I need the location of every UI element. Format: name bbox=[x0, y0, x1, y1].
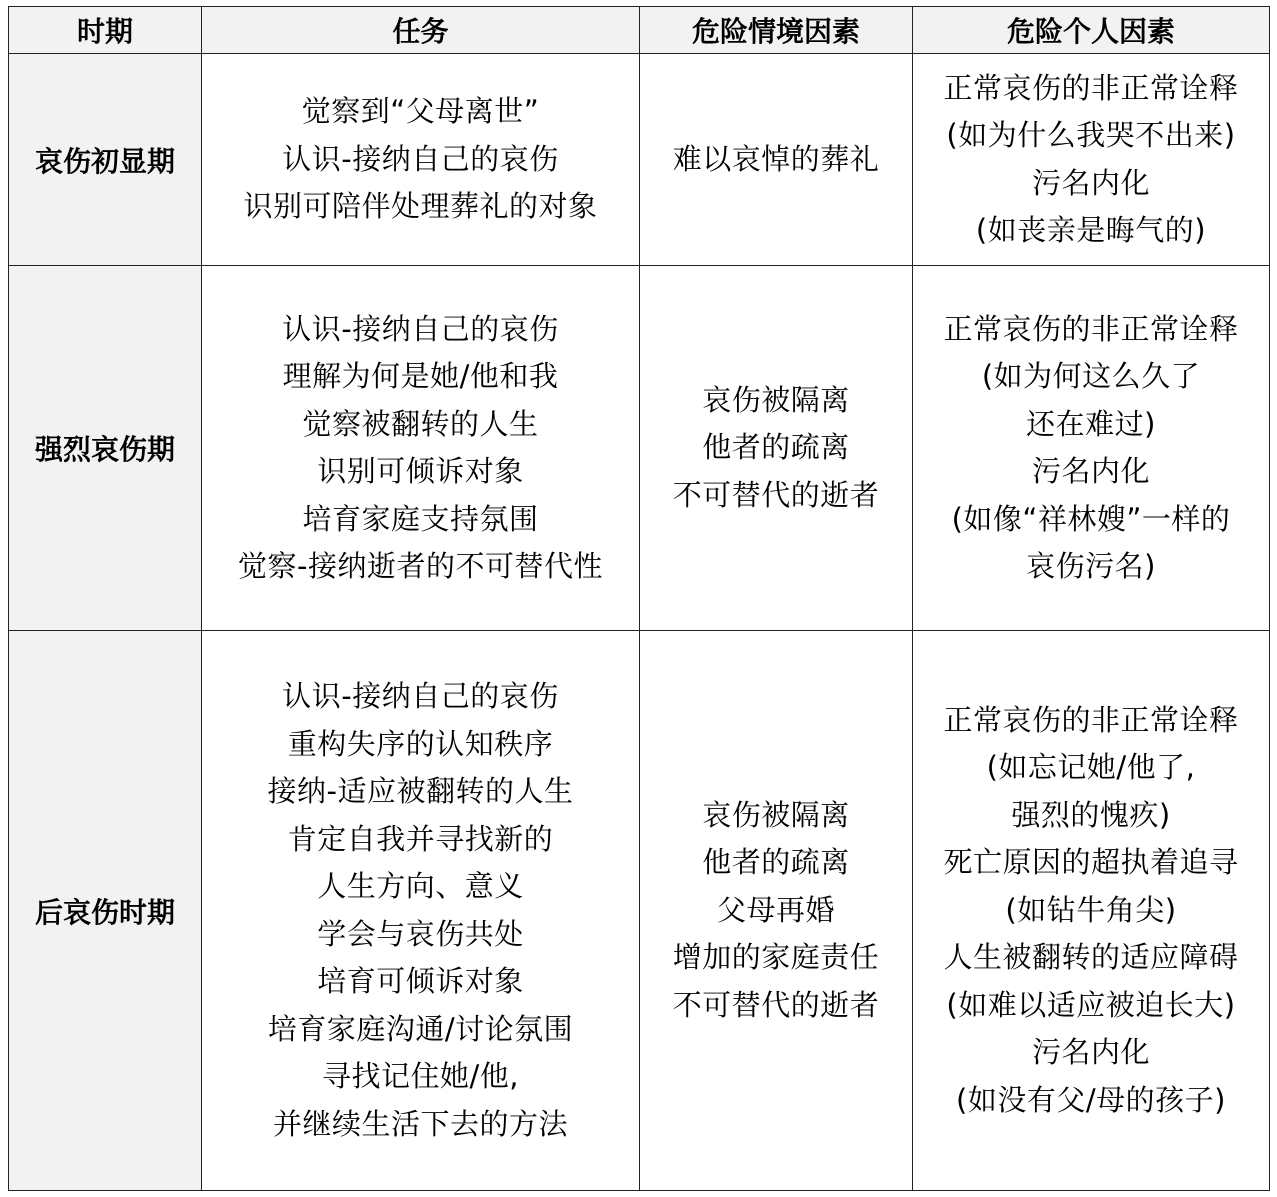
personal-risk-cell-lines bbox=[913, 697, 1269, 1125]
situational-risk-line: 哀伤被隔离 bbox=[702, 382, 850, 417]
situational-risk-cell-lines bbox=[640, 377, 912, 520]
personal-risk-line: 污名内化 bbox=[1031, 1035, 1150, 1070]
personal-risk-cell bbox=[913, 54, 1270, 266]
task-line: 学会与哀伤共处 bbox=[317, 916, 524, 951]
situational-risk-line: 不可替代的逝者 bbox=[672, 987, 880, 1022]
situational-risk-line: 哀伤被隔离 bbox=[702, 797, 850, 832]
header-situational-risk: 危险情境因素 bbox=[640, 7, 913, 54]
personal-risk-line: 死亡原因的超执着追寻 bbox=[943, 845, 1239, 880]
task-line: 觉察-接纳逝者的不可替代性 bbox=[238, 549, 603, 583]
situational-risk-cell bbox=[640, 54, 913, 266]
personal-risk-line: (如没有父/母的孩子) bbox=[956, 1082, 1226, 1117]
task-line: 寻找记住她/他, bbox=[322, 1059, 519, 1093]
task-line: 重构失序的认知秩序 bbox=[287, 726, 554, 761]
situational-risk-line: 他者的疏离 bbox=[702, 430, 850, 465]
situational-risk-cell-lines bbox=[640, 136, 912, 184]
table-row bbox=[9, 54, 1270, 266]
personal-risk-cell-lines bbox=[913, 306, 1269, 591]
situational-risk-line: 父母再婚 bbox=[716, 892, 835, 927]
task-line: 觉察被翻转的人生 bbox=[302, 406, 539, 441]
personal-risk-line: 正常哀伤的非正常诠释 bbox=[943, 702, 1239, 737]
personal-risk-line: 哀伤污名) bbox=[1026, 549, 1156, 583]
task-line: 认识-接纳自己的哀伤 bbox=[282, 679, 559, 713]
situational-risk-cell-lines bbox=[640, 792, 912, 1030]
task-line: 识别可倾诉对象 bbox=[317, 454, 524, 488]
personal-risk-line: (如钻牛角尖) bbox=[1005, 892, 1177, 927]
task-line: 人生方向、意义 bbox=[317, 869, 524, 903]
situational-risk-line: 他者的疏离 bbox=[702, 845, 850, 880]
situational-risk-line: 难以哀悼的葬礼 bbox=[672, 141, 880, 176]
situational-risk-cell bbox=[640, 631, 913, 1191]
tasks-cell-lines bbox=[202, 88, 639, 231]
task-line: 觉察到“父母离世” bbox=[301, 94, 540, 129]
task-line: 并继续生活下去的方法 bbox=[272, 1106, 568, 1141]
task-line: 识别可陪伴处理葬礼的对象 bbox=[243, 189, 598, 224]
situational-risk-line: 增加的家庭责任 bbox=[672, 940, 880, 975]
header-tasks: 任务 bbox=[202, 7, 640, 54]
situational-risk-line: 不可替代的逝者 bbox=[672, 477, 880, 512]
header-period: 时期 bbox=[9, 7, 202, 54]
header-personal-risk: 危险个人因素 bbox=[913, 7, 1270, 54]
personal-risk-line: 污名内化 bbox=[1031, 454, 1150, 488]
situational-risk-cell bbox=[640, 266, 913, 631]
task-line: 培育家庭支持氛围 bbox=[302, 501, 539, 536]
table-row bbox=[9, 631, 1270, 1191]
task-line: 培育家庭沟通/讨论氛围 bbox=[267, 1011, 574, 1046]
header-row bbox=[9, 7, 1270, 54]
personal-risk-line: (如难以适应被迫长大) bbox=[946, 987, 1236, 1022]
personal-risk-line: (如为什么我哭不出来) bbox=[946, 118, 1236, 152]
task-line: 培育可倾诉对象 bbox=[317, 964, 524, 998]
table-body bbox=[9, 54, 1270, 1191]
tasks-cell bbox=[202, 54, 640, 266]
personal-risk-line: 还在难过) bbox=[1026, 406, 1156, 441]
task-line: 认识-接纳自己的哀伤 bbox=[282, 311, 559, 346]
personal-risk-line: 污名内化 bbox=[1031, 165, 1150, 200]
personal-risk-line: (如为何这么久了 bbox=[981, 359, 1201, 393]
personal-risk-cell bbox=[913, 631, 1270, 1191]
personal-risk-line: 人生被翻转的适应障碍 bbox=[943, 940, 1239, 975]
tasks-cell-lines bbox=[202, 673, 639, 1148]
personal-risk-line: 正常哀伤的非正常诠释 bbox=[943, 70, 1239, 105]
task-line: 认识-接纳自己的哀伤 bbox=[282, 141, 559, 176]
personal-risk-line: (如像“祥林嫂”一样的 bbox=[951, 501, 1231, 536]
personal-risk-line: (如忘记她/他了, bbox=[986, 750, 1196, 785]
period-cell: 后哀伤时期 bbox=[9, 631, 202, 1191]
table-row bbox=[9, 266, 1270, 631]
personal-risk-cell-lines bbox=[913, 65, 1269, 255]
tasks-cell-lines bbox=[202, 306, 639, 591]
tasks-cell bbox=[202, 631, 640, 1191]
period-cell: 强烈哀伤期 bbox=[9, 266, 202, 631]
tasks-cell bbox=[202, 266, 640, 631]
personal-risk-line: 正常哀伤的非正常诠释 bbox=[943, 311, 1239, 346]
period-cell: 哀伤初显期 bbox=[9, 54, 202, 266]
grief-stages-table bbox=[8, 6, 1270, 1191]
personal-risk-cell bbox=[913, 266, 1270, 631]
personal-risk-line: (如丧亲是晦气的) bbox=[975, 213, 1207, 247]
task-line: 理解为何是她/他和我 bbox=[282, 359, 559, 393]
task-line: 肯定自我并寻找新的 bbox=[287, 821, 554, 856]
personal-risk-line: 强烈的愧疚) bbox=[1011, 797, 1171, 832]
task-line: 接纳-适应被翻转的人生 bbox=[267, 774, 574, 808]
